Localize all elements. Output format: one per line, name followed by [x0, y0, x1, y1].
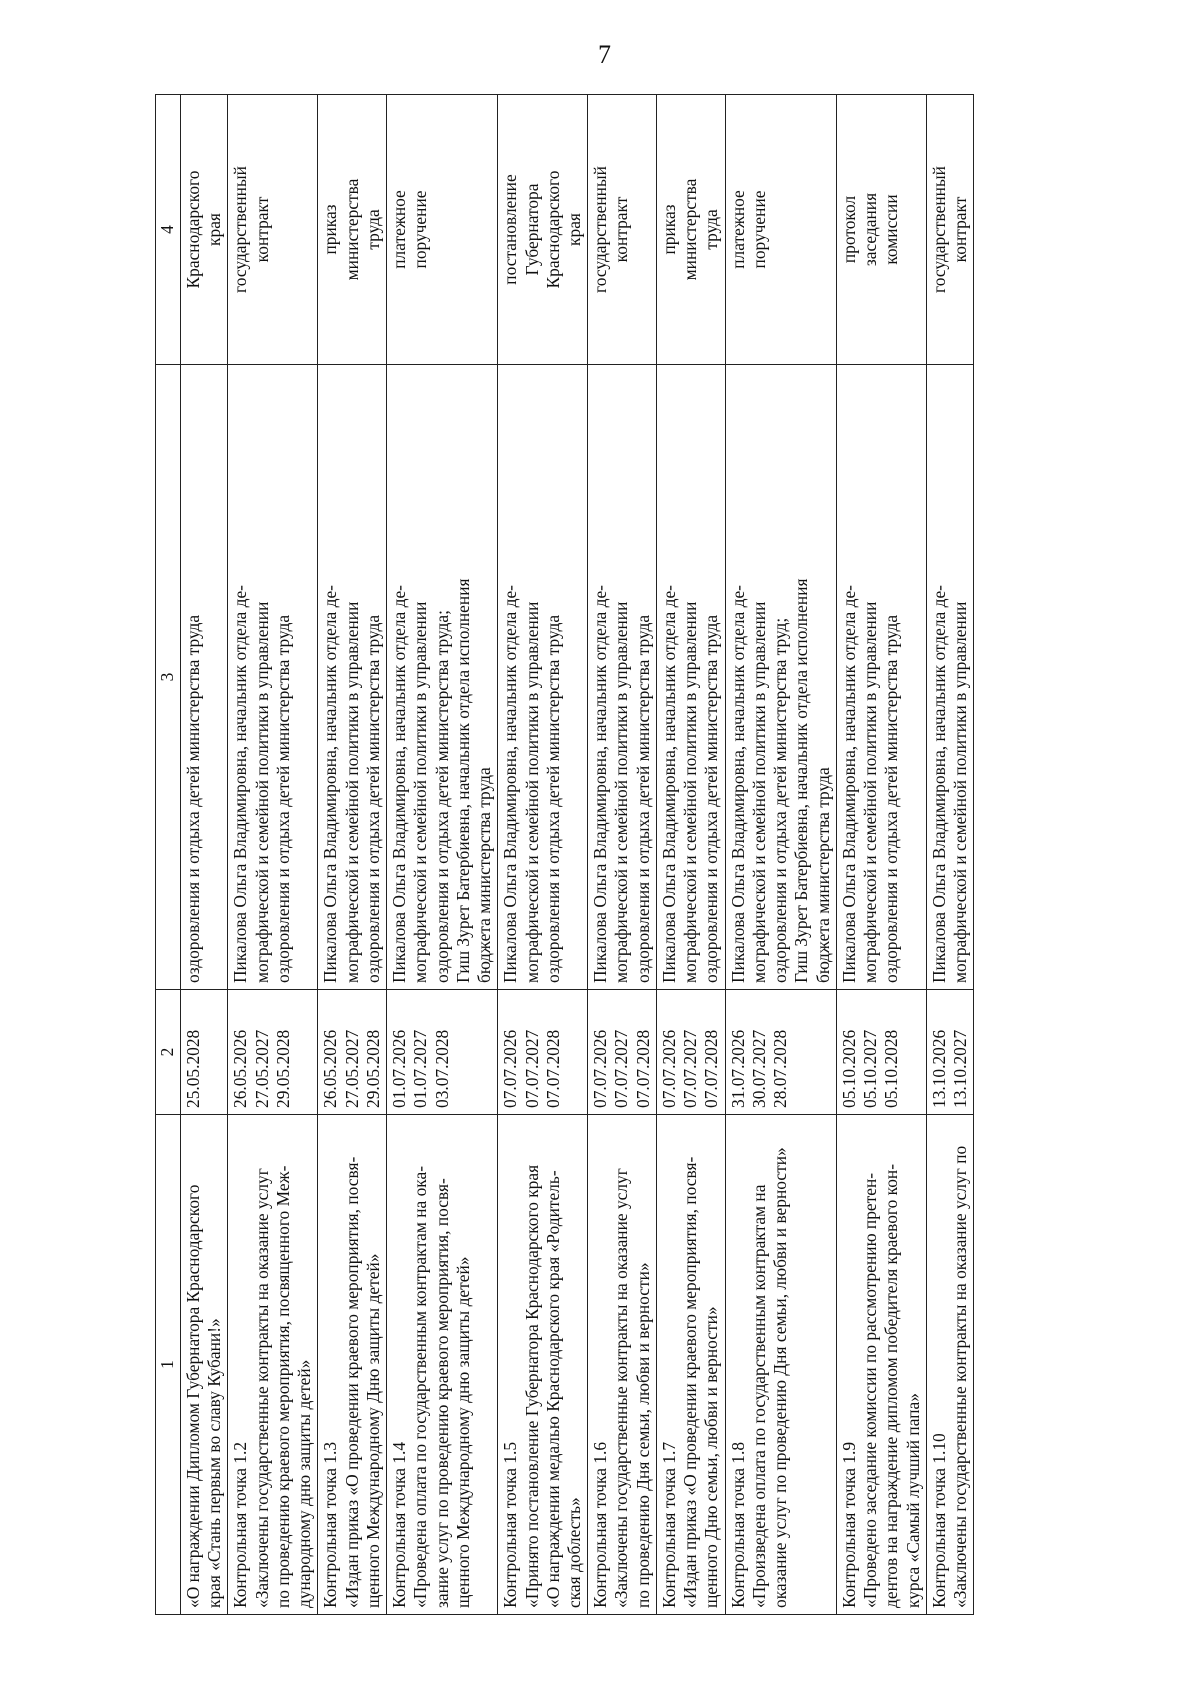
deadline-dates-cell — [926, 990, 973, 1115]
deadline-dates-line: 05.10.2027 — [860, 1029, 881, 1108]
responsible-person-line: оздоровления и отдыха детей министерства труда — [881, 614, 902, 983]
responsible-person-line: оздоровления и отдыха детей министерства труда — [362, 614, 383, 983]
control-point-description-line: Контрольная точка 1.6 — [590, 1441, 611, 1608]
responsible-person-line: мографической и семейной политики в управлении — [748, 601, 769, 983]
deadline-dates-line: 07.07.2027 — [611, 1029, 632, 1108]
control-point-description-cell — [181, 1115, 228, 1615]
control-point-description-cell — [836, 1115, 926, 1615]
control-point-description-line: «Проведена оплата по государственным контрактам на ока- — [410, 1166, 431, 1608]
deadline-dates-line: 03.07.2028 — [431, 1029, 452, 1108]
deadline-dates-cell — [725, 990, 836, 1115]
deadline-dates-line: 29.05.2028 — [362, 1029, 383, 1108]
control-point-description-line: щенного Международному дню защиты детей» — [452, 1256, 473, 1608]
deadline-dates-line: 28.07.2028 — [770, 1029, 791, 1108]
deadline-dates-line: 07.07.2026 — [590, 1029, 611, 1108]
header-col-1: 1 — [156, 1115, 181, 1615]
document-type-cell — [656, 95, 725, 365]
control-point-description-cell — [318, 1115, 387, 1615]
document-type-line: платежное — [389, 190, 410, 269]
document-type-cell — [318, 95, 387, 365]
responsible-person-cell — [836, 365, 926, 990]
document-type-line: Губернатора — [521, 183, 542, 276]
control-point-description-line: ская доблесть» — [563, 1497, 584, 1608]
control-point-description-line: «О награждении Дипломом Губернатора Краснодарского — [183, 1184, 203, 1608]
document-type-line: государственный — [590, 166, 611, 293]
control-point-description-cell — [656, 1115, 725, 1615]
responsible-person-line: Пикалова Ольга Владимировна, начальник отдела де- — [658, 585, 679, 983]
responsible-person-line: мографической и семейной политики в управлении — [521, 601, 542, 983]
document-type-line: приказ — [658, 204, 679, 255]
responsible-person-line: мографической и семейной политики в управлении — [860, 601, 881, 983]
control-point-description-line: зание услуг по проведению краевого мероприятия, посвя- — [431, 1178, 452, 1608]
document-type-line: края — [204, 213, 225, 246]
table-row — [836, 95, 926, 1615]
document-type-line: платежное — [727, 190, 748, 269]
table-body — [181, 95, 974, 1615]
table-row — [181, 95, 228, 1615]
deadline-dates-cell — [836, 990, 926, 1115]
responsible-person-cell — [656, 365, 725, 990]
table-row — [498, 95, 588, 1615]
responsible-person-line: мографической и семейной политики в управлении — [611, 601, 632, 983]
control-point-description-line: курса «Самый лучший папа» — [902, 1393, 923, 1608]
deadline-dates-line: 26.05.2026 — [230, 1029, 251, 1108]
responsible-person-line: Пикалова Ольга Владимировна, начальник отдела де- — [230, 585, 251, 983]
document-type-line: министерства — [680, 178, 701, 281]
responsible-person-line: оздоровления и отдыха детей министерства труд; — [770, 617, 791, 983]
responsible-person-line: Пикалова Ольга Владимировна, начальник отдела де- — [389, 585, 410, 983]
document-type-line: постановление — [500, 174, 521, 285]
document-type-cell — [181, 95, 228, 365]
responsible-person-cell — [725, 365, 836, 990]
responsible-person-line: оздоровления и отдыха детей министерства труда — [701, 614, 722, 983]
header-col-2: 2 — [156, 990, 181, 1115]
document-type-line: контракт — [611, 196, 632, 263]
deadline-dates-line: 07.07.2028 — [701, 1029, 722, 1108]
header-col-3: 3 — [156, 365, 181, 990]
deadline-dates-line: 29.05.2028 — [272, 1029, 293, 1108]
document-type-cell — [588, 95, 657, 365]
deadline-dates-line: 07.07.2026 — [658, 1029, 679, 1108]
deadline-dates-cell — [181, 990, 228, 1115]
responsible-person-line: мографической и семейной политики в управлении — [341, 601, 362, 983]
document-type-line: комиссии — [881, 194, 902, 265]
control-points-table — [155, 94, 974, 1615]
deadline-dates-line: 01.07.2027 — [410, 1029, 431, 1108]
control-point-description-cell — [725, 1115, 836, 1615]
document-type-line: Краснодарского — [183, 170, 203, 289]
document-type-line: государственный — [230, 166, 251, 293]
responsible-person-line: оздоровления и отдыха детей министерства труда; — [431, 610, 452, 983]
deadline-dates-cell — [588, 990, 657, 1115]
deadline-dates-line: 27.05.2027 — [251, 1029, 272, 1108]
responsible-person-cell — [498, 365, 588, 990]
page-number: 7 — [598, 40, 611, 69]
responsible-person-line: мографической и семейной политики в управлении — [949, 601, 970, 983]
responsible-person-line: оздоровления и отдыха детей министерства труда — [542, 614, 563, 983]
document-type-line: поручение — [410, 190, 431, 269]
responsible-person-line: Гиш Зурет Батербиевна, начальник отдела исполнения — [452, 578, 473, 983]
control-point-description-cell — [498, 1115, 588, 1615]
deadline-dates-line: 07.07.2027 — [521, 1029, 542, 1108]
control-point-description-cell — [588, 1115, 657, 1615]
responsible-person-line: бюджета министерства труда — [474, 767, 495, 983]
deadline-dates-line: 26.05.2026 — [320, 1029, 341, 1108]
control-point-description-line: дународному дню защиты детей» — [294, 1359, 315, 1608]
responsible-person-line: мографической и семейной политики в управлении — [410, 601, 431, 983]
responsible-person-line: оздоровления и отдыха детей министерства труда — [272, 614, 293, 983]
responsible-person-line: оздоровления и отдыха детей министерства труда — [632, 614, 653, 983]
document-type-line: государственный — [928, 166, 949, 293]
document-type-line: труда — [362, 209, 383, 250]
deadline-dates-line: 13.10.2026 — [928, 1029, 949, 1108]
document-type-line: края — [563, 213, 584, 246]
responsible-person-cell — [318, 365, 387, 990]
deadline-dates-line: 25.05.2028 — [183, 1029, 203, 1108]
control-point-description-line: «Заключены государственные контракты на оказание услуг — [611, 1168, 632, 1608]
document-type-line: труда — [701, 209, 722, 250]
control-point-description-line: «Издан приказ «О проведении краевого мероприятия, посвя- — [680, 1156, 701, 1608]
deadline-dates-cell — [498, 990, 588, 1115]
responsible-person-line: Пикалова Ольга Владимировна, начальник отдела де- — [500, 585, 521, 983]
control-point-description-line: «О награждении медалью Краснодарского края «Родитель- — [542, 1170, 563, 1608]
deadline-dates-line: 07.07.2028 — [542, 1029, 563, 1108]
document-type-line: Краснодарского — [542, 170, 563, 289]
document-type-line: поручение — [748, 190, 769, 269]
deadline-dates-line: 07.07.2027 — [680, 1029, 701, 1108]
document-type-cell — [228, 95, 318, 365]
deadline-dates-cell — [318, 990, 387, 1115]
control-point-description-line: щенного Международному Дню защиты детей» — [362, 1253, 383, 1608]
document-type-line: контракт — [949, 196, 970, 263]
document-type-line: протокол — [838, 195, 859, 264]
responsible-person-cell — [387, 365, 498, 990]
deadline-dates-line: 27.05.2027 — [341, 1029, 362, 1108]
document-type-line: министерства — [341, 178, 362, 281]
document-type-cell — [926, 95, 973, 365]
table-row — [926, 95, 973, 1615]
control-point-description-line: края «Стань первым во славу Кубани!» — [204, 1318, 225, 1608]
document-type-cell — [836, 95, 926, 365]
column-number-header-row — [156, 95, 181, 1615]
control-point-description-line: щенного Дню семьи, любви и верности» — [701, 1306, 722, 1608]
table-row — [656, 95, 725, 1615]
document-type-line: контракт — [251, 196, 272, 263]
responsible-person-line: мографической и семейной политики в управлении — [251, 601, 272, 983]
deadline-dates-line: 13.10.2027 — [949, 1029, 970, 1108]
deadline-dates-cell — [387, 990, 498, 1115]
control-point-description-line: Контрольная точка 1.4 — [389, 1441, 410, 1608]
control-point-description-line: Контрольная точка 1.2 — [230, 1441, 251, 1608]
control-point-description-line: «Проведено заседание комиссии по рассмотрению претен- — [860, 1172, 881, 1608]
control-point-description-line: «Произведена оплата по государственным контрактам на — [748, 1184, 769, 1608]
control-point-description-cell — [228, 1115, 318, 1615]
rotated-table-container — [155, 95, 1055, 1615]
control-point-description-line: по проведению краевого мероприятия, посвященного Меж- — [272, 1165, 293, 1608]
document-type-line: приказ — [320, 204, 341, 255]
responsible-person-line: Пикалова Ольга Владимировна, начальник отдела де- — [838, 585, 859, 983]
deadline-dates-line: 07.07.2028 — [632, 1029, 653, 1108]
document-type-cell — [725, 95, 836, 365]
deadline-dates-line: 31.07.2026 — [727, 1029, 748, 1108]
control-point-description-line: Контрольная точка 1.8 — [727, 1441, 748, 1608]
deadline-dates-cell — [228, 990, 318, 1115]
responsible-person-line: оздоровления и отдыха детей министерства труда — [183, 614, 203, 983]
responsible-person-line: мографической и семейной политики в управлении — [680, 601, 701, 983]
control-point-description-line: по проведению Дня семьи, любви и верности» — [632, 1262, 653, 1608]
document-type-cell — [498, 95, 588, 365]
control-point-description-line: Контрольная точка 1.7 — [658, 1441, 679, 1608]
control-point-description-line: оказание услуг по проведению Дня семьи, любви и верности» — [770, 1147, 791, 1608]
deadline-dates-line: 05.10.2026 — [838, 1029, 859, 1108]
table-row — [318, 95, 387, 1615]
deadline-dates-line: 05.10.2028 — [881, 1029, 902, 1108]
control-point-description-cell — [926, 1115, 973, 1615]
deadline-dates-line: 07.07.2026 — [500, 1029, 521, 1108]
deadline-dates-cell — [656, 990, 725, 1115]
control-point-description-line: «Издан приказ «О проведении краевого мероприятия, посвя- — [341, 1156, 362, 1608]
table-row — [588, 95, 657, 1615]
table-row — [387, 95, 498, 1615]
control-point-description-line: Контрольная точка 1.10 — [928, 1433, 949, 1608]
responsible-person-line: бюджета министерства труда — [812, 767, 833, 983]
control-point-description-line: Контрольная точка 1.5 — [500, 1441, 521, 1608]
control-point-description-line: «Принято постановление Губернатора Краснодарского края — [521, 1164, 542, 1608]
control-point-description-line: «Заключены государственные контракты на оказание услуг — [251, 1168, 272, 1608]
responsible-person-line: Пикалова Ольга Владимировна, начальник отдела де- — [928, 585, 949, 983]
deadline-dates-line: 01.07.2026 — [389, 1029, 410, 1108]
control-point-description-line: Контрольная точка 1.3 — [320, 1441, 341, 1608]
control-point-description-line: Контрольная точка 1.9 — [838, 1441, 859, 1608]
responsible-person-line: Пикалова Ольга Владимировна, начальник отдела де- — [590, 585, 611, 983]
responsible-person-cell — [228, 365, 318, 990]
deadline-dates-line: 30.07.2027 — [748, 1029, 769, 1108]
responsible-person-line: Пикалова Ольга Владимировна, начальник отдела де- — [320, 585, 341, 983]
table-row — [228, 95, 318, 1615]
responsible-person-cell — [926, 365, 973, 990]
responsible-person-cell — [181, 365, 228, 990]
control-point-description-cell — [387, 1115, 498, 1615]
table-row — [725, 95, 836, 1615]
document-type-cell — [387, 95, 498, 365]
responsible-person-line: Пикалова Ольга Владимировна, начальник отдела де- — [727, 585, 748, 983]
header-col-4: 4 — [156, 95, 181, 365]
control-point-description-line: дентов на награждение дипломом победителя краевого кон- — [881, 1163, 902, 1608]
responsible-person-cell — [588, 365, 657, 990]
control-point-description-line: «Заключены государственные контракты на оказание услуг по — [949, 1145, 970, 1608]
document-type-line: заседания — [860, 192, 881, 267]
responsible-person-line: Гиш Зурет Батербиевна, начальник отдела исполнения — [791, 578, 812, 983]
